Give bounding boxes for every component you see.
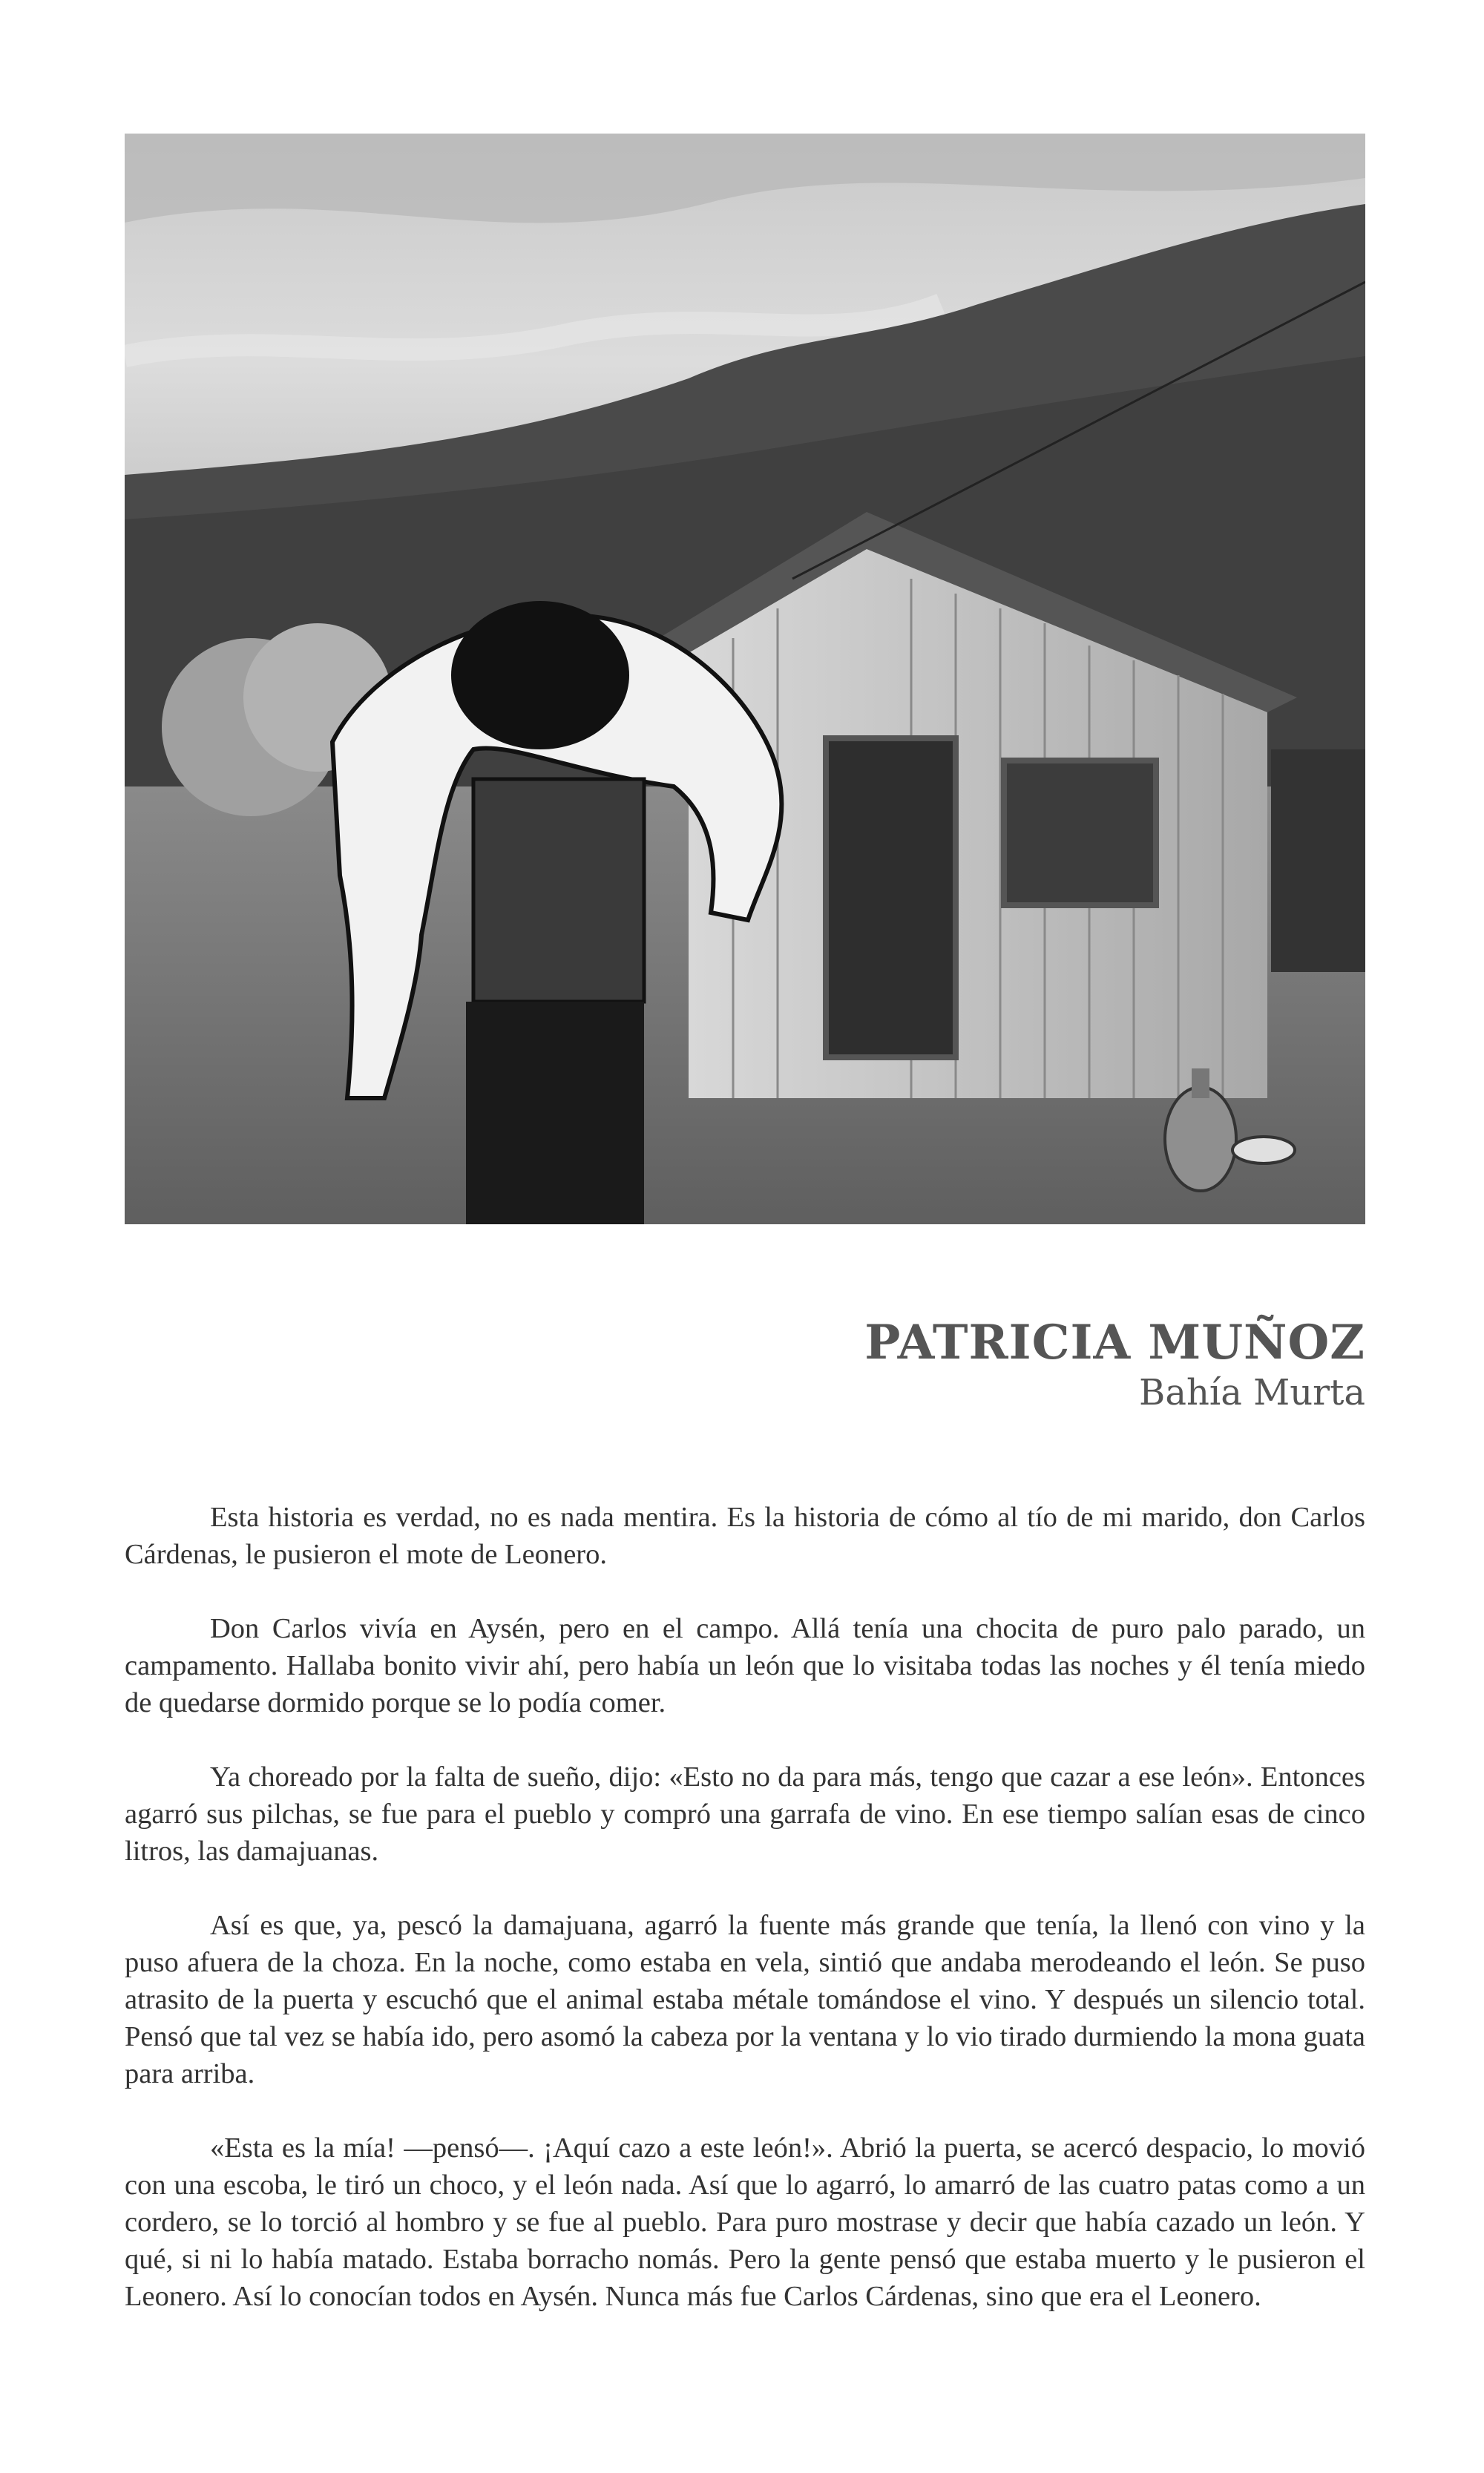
demijohn-neck: [1192, 1068, 1209, 1098]
demijohn: [1165, 1087, 1236, 1191]
author-name: PATRICIA MUÑOZ: [864, 1315, 1365, 1370]
author-place: Bahía Murta: [1139, 1372, 1365, 1414]
illustration-canvas: [125, 134, 1365, 1224]
story-text: [125, 1499, 1365, 2352]
story-paragraph: Esta historia es verdad, no es nada mentira. Es la historia de cómo al tío de mi marido, don Carlos Cárdenas, le pusieron el mote de Leonero.: [125, 1502, 1365, 1570]
shed: [1271, 749, 1365, 972]
story-paragraph: Ya choreado por la falta de sueño, dijo: «Esto no da para más, tengo que cazar a ese león». Entonces agarró sus pilchas, se fue para el pueblo y compró una garrafa de vino. En ese tiempo salían esas de cinco litros, las damajuanas.: [125, 1761, 1365, 1867]
cabin-door: [826, 738, 956, 1057]
man-torso: [473, 779, 644, 1002]
story-paragraph: Así es que, ya, pescó la damajuana, agarró la fuente más grande que tenía, la llenó con vino y la puso afuera de la choza. En la noche, como estaba en vela, sintió que andaba merodeando el león. Se puso atrasito de la puerta y escuchó que el animal estaba métale tomándose el vino. Y después un silencio total. Pensó que tal vez se había ido, pero asomó la cabeza por la ventana y lo vio tirado durmiendo la mona guata para arriba.: [125, 1910, 1365, 2089]
bowl: [1232, 1137, 1295, 1163]
cabin-window: [1004, 761, 1156, 905]
hat: [451, 601, 629, 749]
author-block: [864, 1317, 1365, 1415]
cabin-landscape-illustration: [125, 134, 1365, 1224]
story-paragraph: Don Carlos vivía en Aysén, pero en el campo. Allá tenía una chocita de puro palo parado, un campamento. Hallaba bonito vivir ahí, pero había un león que lo visitaba todas las noches y él tenía miedo de quedarse dormido porque se lo podía comer.: [125, 1613, 1365, 1718]
story-paragraph: «Esta es la mía! —pensó—. ¡Aquí cazo a este león!». Abrió la puerta, se acercó despacio, lo movió con una escoba, le tiró un choco, y el león nada. Así que lo agarró, lo amarró de las cuatro patas como a un cordero, se lo torció al hombro y se fue al pueblo. Para puro mostrase y decir que había cazado un león. Y qué, si ni lo había matado. Estaba borracho nomás. Pero la gente pensó que estaba muerto y le pusieron el Leonero. Así lo conocían todos en Aysén. Nunca más fue Carlos Cárdenas, sino que era el Leonero.: [125, 2132, 1365, 2312]
man-legs: [466, 1002, 644, 1224]
